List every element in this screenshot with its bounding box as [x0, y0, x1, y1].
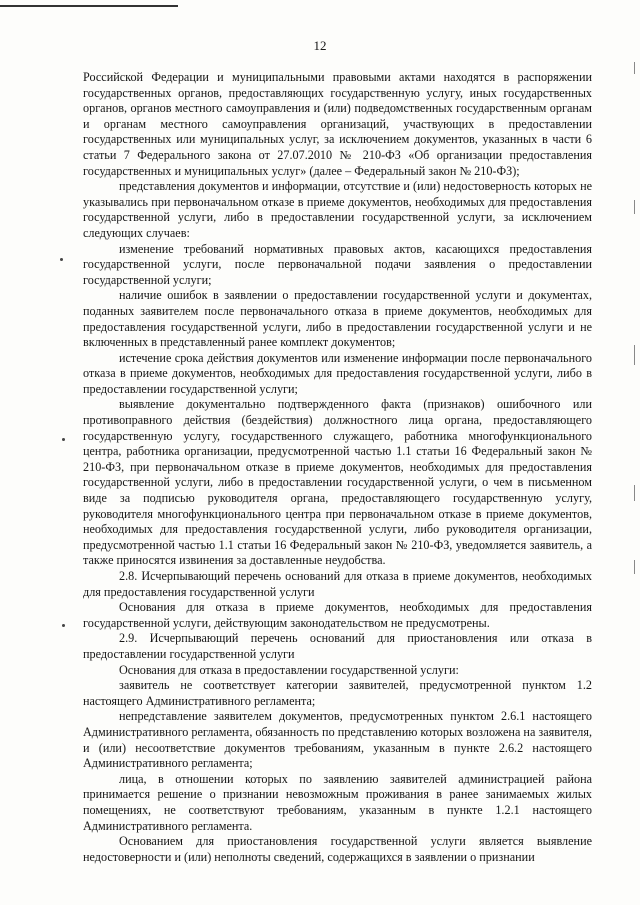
paragraph: истечение срока действия документов или изменение информации после первоначального отказа в приеме документов, необходимых для предоставления государственной услуги, либо в предоставлении государственной услуги;	[83, 350, 592, 396]
section-heading-2-8: 2.8. Исчерпывающий перечень оснований для отказа в приеме документов, необходимых для предоставления государственной услуги	[83, 569, 592, 599]
scan-edge-line	[0, 5, 178, 7]
paragraph: непредставление заявителем документов, предусмотренных пунктом 2.6.1 настоящего Административного регламента, обязанность по представлению которых возложена на заявителя, и (или) несоответствие документов требованиям, указанным в пункте 2.6.2 настоящего Административного регламента;	[83, 709, 592, 771]
section-heading-2-9: 2.9. Исчерпывающий перечень оснований для приостановления или отказа в предоставлении государственной услуги	[83, 631, 592, 661]
scan-edge-mark	[634, 485, 635, 501]
margin-dot	[62, 438, 65, 441]
paragraph: заявитель не соответствует категории заявителей, предусмотренной пунктом 1.2 настоящего Административного регламента;	[83, 678, 592, 708]
paragraph: выявление документально подтвержденного факта (признаков) ошибочного или противоправного действия (бездействия) должностного лица органа, предоставляющего государственную услугу, государственного служащего, работника многофункционального центра, работника организации, предусмотренной частью 1.1 статьи 16 Федеральный закон № 210-ФЗ, при первоначальном отказе в приеме документов, необходимых для предоставления государственной услуги, либо в предоставлении государственной услуги, о чем в письменном виде за подписью руководителя органа, предоставляющего государственную услугу, руководителя многофункционального центра при первоначальном отказе в приеме документов, необходимых для предоставления государственной услуги, либо руководителя организации, предусмотренной частью 1.1 статьи 16 Федеральный закон № 210-ФЗ, уведомляется заявитель, а также приносятся извинения за доставленные неудобства.	[83, 397, 592, 568]
margin-dot	[62, 624, 65, 627]
paragraph: Основанием для приостановления государственной услуги является выявление недостоверности и (или) неполноты сведений, содержащихся в заявлении о признании	[83, 834, 592, 864]
page-number: 12	[313, 38, 327, 53]
scan-edge-mark	[634, 62, 635, 74]
scan-edge-mark	[634, 560, 635, 574]
paragraph: Основания для отказа в предоставлении государственной услуги:	[119, 662, 459, 677]
margin-dot	[60, 258, 63, 261]
paragraph: Российской Федерации и муниципальными правовыми актами находятся в распоряжении государственных органов, предоставляющих государственную услугу, иных государственных органов, органов местного самоуправления и (или) подведомственных государственным органам и органам местного самоуправления организаций, участвующих в предоставлении государственных или муниципальных услуг, за исключением документов, указанных в части 6 статьи 7 Федерального закона от 27.07.2010 № 210-ФЗ «Об организации предоставления государственных и муниципальных услуг» (далее – Федеральный закон № 210-ФЗ);	[83, 70, 592, 178]
paragraph: Основания для отказа в приеме документов, необходимых для предоставления государственной услуги, действующим законодательством не предусмотрены.	[83, 600, 592, 630]
paragraph: представления документов и информации, отсутствие и (или) недостоверность которых не указывались при первоначальном отказе в приеме документов, необходимых для предоставления государственной услуги, либо в предоставлении государственной услуги, за исключением следующих случаев:	[83, 179, 592, 240]
scan-edge-mark	[634, 345, 635, 365]
paragraph: наличие ошибок в заявлении о предоставлении государственной услуги и документах, поданных заявителем после первоначального отказа в приеме документов, необходимых для предоставления государственной услуги, либо в предоставлении государственной услуги и не включенных в представленный ранее комплект документов;	[83, 288, 592, 350]
paragraph: лица, в отношении которых по заявлению заявителей администрацией района принимается решение о признании невозможным проживания в ранее занимаемых жилых помещениях, не соответствуют требованиям, указанным в пункте 1.2.1 настоящего Административного регламента.	[83, 771, 592, 833]
document-body	[83, 70, 592, 865]
scan-edge-mark	[634, 200, 635, 214]
paragraph: изменение требований нормативных правовых актов, касающихся предоставления государственной услуги, после первоначальной подачи заявления о предоставлении государственной услуги;	[83, 241, 592, 287]
